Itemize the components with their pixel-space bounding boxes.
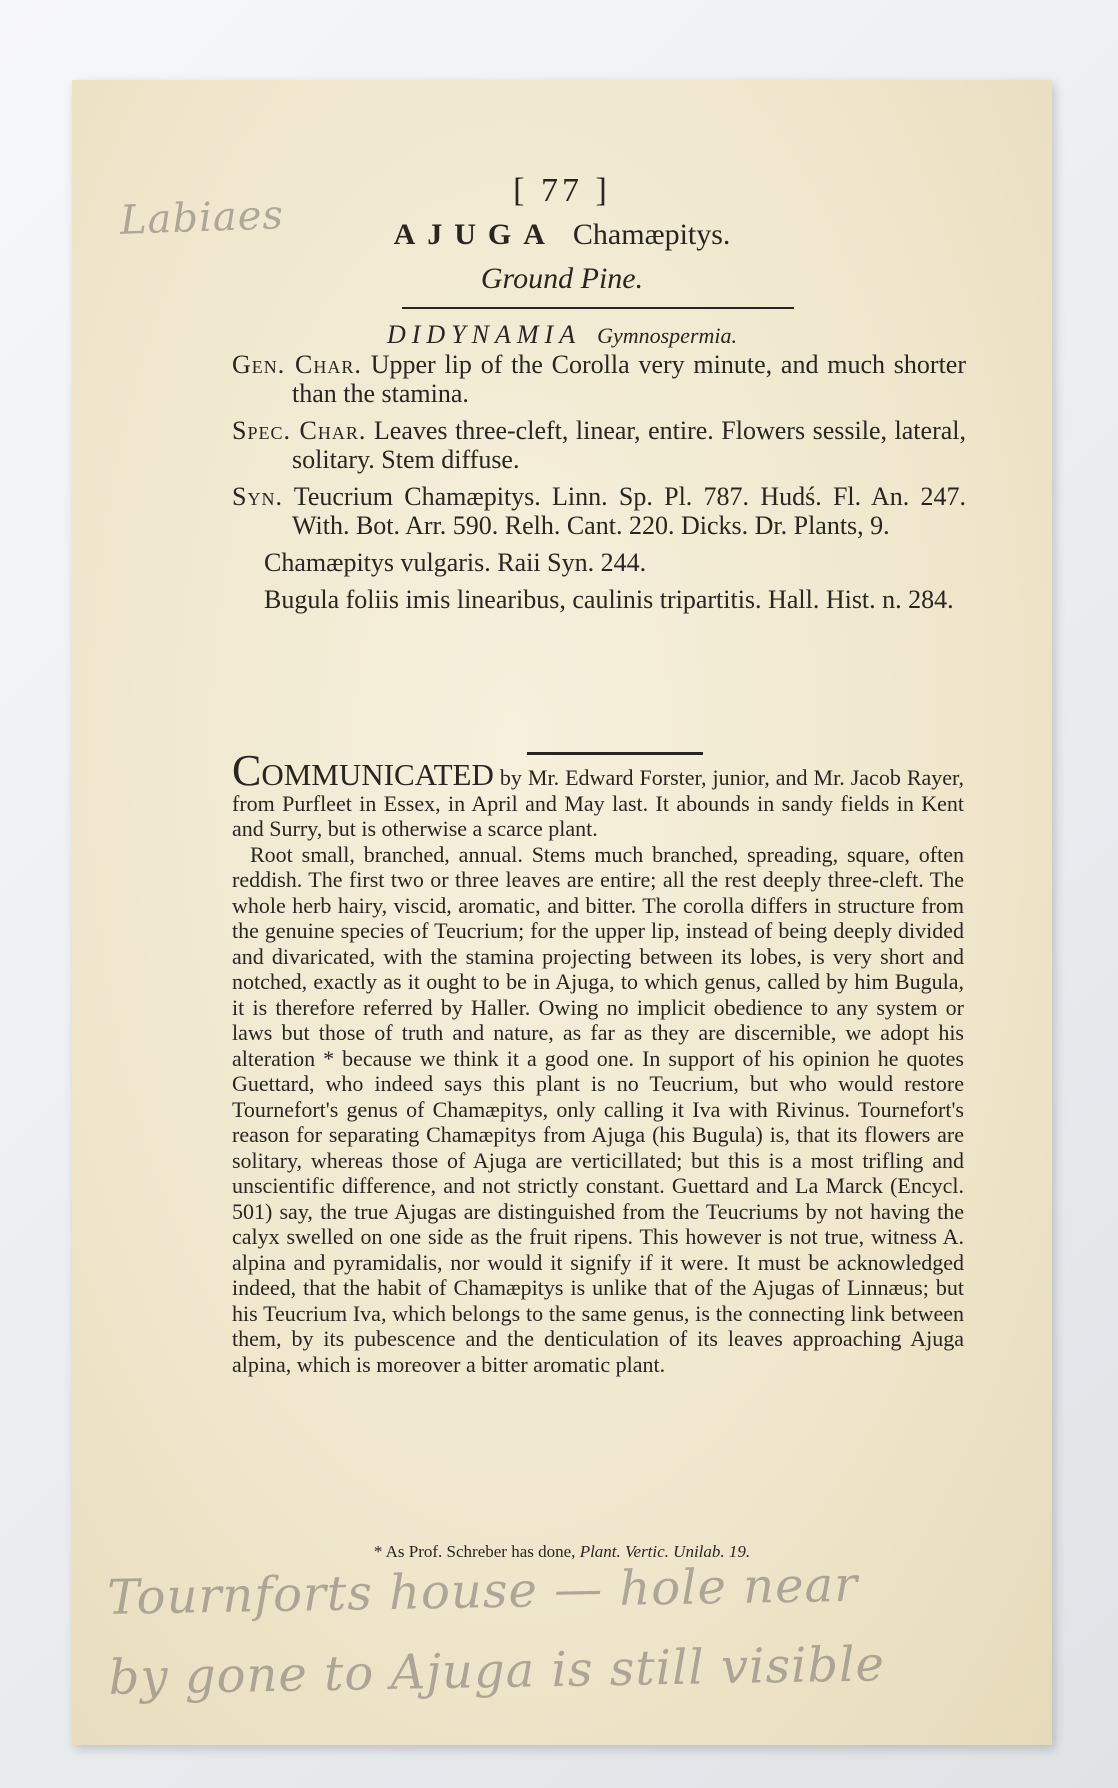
spec-char-text: Leaves three-cleft, linear, entire. Flowers sessile, lateral, solitary. Stem diffuse.	[292, 416, 966, 474]
paragraph-text: by Mr. Edward Forster, junior, and Mr. Jacob Rayer, from Purfleet in Essex, in April and May last. It abounds in sandy fields in Kent and Surry, but is otherwise a scarce plant.	[232, 765, 964, 841]
species-name: Chamæpitys.	[572, 218, 731, 251]
divider-rule	[402, 307, 794, 309]
pencil-annotation-note	[107, 1542, 1010, 1718]
classification	[72, 320, 1052, 350]
paragraph	[232, 746, 964, 842]
synonymy	[232, 482, 966, 540]
synonym-item: Chamæpitys vulgaris. Raii Syn. 244.	[264, 548, 647, 577]
class-name: DIDYNAMIA	[386, 320, 582, 349]
syn-text: Teucrium Chamæpitys. Linn. Sp. Pl. 787. Hudś. Fl. An. 247. With. Bot. Arr. 590. Relh. Cant. 220. Dicks. Dr. Plants, 9.	[292, 482, 967, 540]
gen-char-label: Gen. Char.	[232, 350, 362, 379]
description-text	[232, 746, 964, 1377]
synonym-item: Bugula foliis imis linearibus, caulinis tripartitis. Hall. Hist. n. 284.	[264, 585, 954, 614]
paragraph: Root small, branched, annual. Stems much branched, spreading, square, often reddish. The first two or three leaves are entire; all the rest deeply three-cleft. The whole herb hairy, viscid, aromatic, and bitter. The corolla differs in structure from the genuine species of Teucrium; for the upper lip, instead of being deeply divided and divaricated, with the stamina projecting between its lobes, is very short and notched, exactly as it ought to be in Ajuga, to which genus, called by him Bugula, it is therefore referred by Haller. Owing no implicit obedience to any system or laws but those of truth and nature, as far as they are discernible, we adopt his alteration * because we think it a good one. In support of his opinion he quotes Guettard, who indeed says this plant is no Teucrium, but who would restore Tournefort's genus of Chamæpitys, only calling it Iva with Rivinus. Tournefort's reason for separating Chamæpitys from Ajuga (his Bugula) is, that its flowers are solitary, whereas those of Ajuga are verticillated; but this is a most trifling and unscientific difference, and not strictly constant. Guettard and La Marck (Encycl. 501) say, the true Ajugas are distinguished from the Teucriums by not having the calyx swelled on one side as the fruit ripens. This however is not true, witness A. alpina and pyramidalis, nor would it signify if it were. It must be acknowledged indeed, that the habit of Chamæpitys is unlike that of the Ajugas of Linnæus; but his Teucrium Iva, which belongs to the same genus, is the connecting link between them, by its pubescence and the denticulation of its leaves approaching Ajuga alpina, which is moreover a bitter aromatic plant.	[232, 841, 964, 1377]
genus-name: AJUGA	[393, 218, 557, 251]
characters-block	[232, 350, 966, 622]
spec-char-label: Spec. Char.	[232, 416, 367, 445]
pencil-annotation-label: Labiaes	[119, 192, 285, 244]
page-title	[72, 218, 1052, 252]
pencil-note-line: Tournforts house — hole near	[106, 1556, 859, 1626]
drop-cap-word: Communicated	[232, 746, 494, 795]
page-number: [ 77 ]	[513, 172, 611, 209]
gen-char-text: Upper lip of the Corolla very minute, and much shorter than the stamina.	[292, 350, 967, 408]
footnote-text: * As Prof. Schreber has done,	[373, 1542, 576, 1561]
generic-character	[232, 350, 966, 408]
order-name: Gymnospermia.	[597, 323, 738, 348]
syn-label: Syn.	[232, 482, 283, 511]
book-page	[72, 80, 1052, 1745]
footnote-reference: Plant. Vertic. Unilab. 19.	[579, 1542, 751, 1561]
specific-character	[232, 416, 966, 474]
divider-rule	[527, 752, 703, 755]
common-name: Ground Pine.	[480, 262, 644, 295]
pencil-note-line: by gone to Ajuga is still visible	[108, 1636, 886, 1706]
